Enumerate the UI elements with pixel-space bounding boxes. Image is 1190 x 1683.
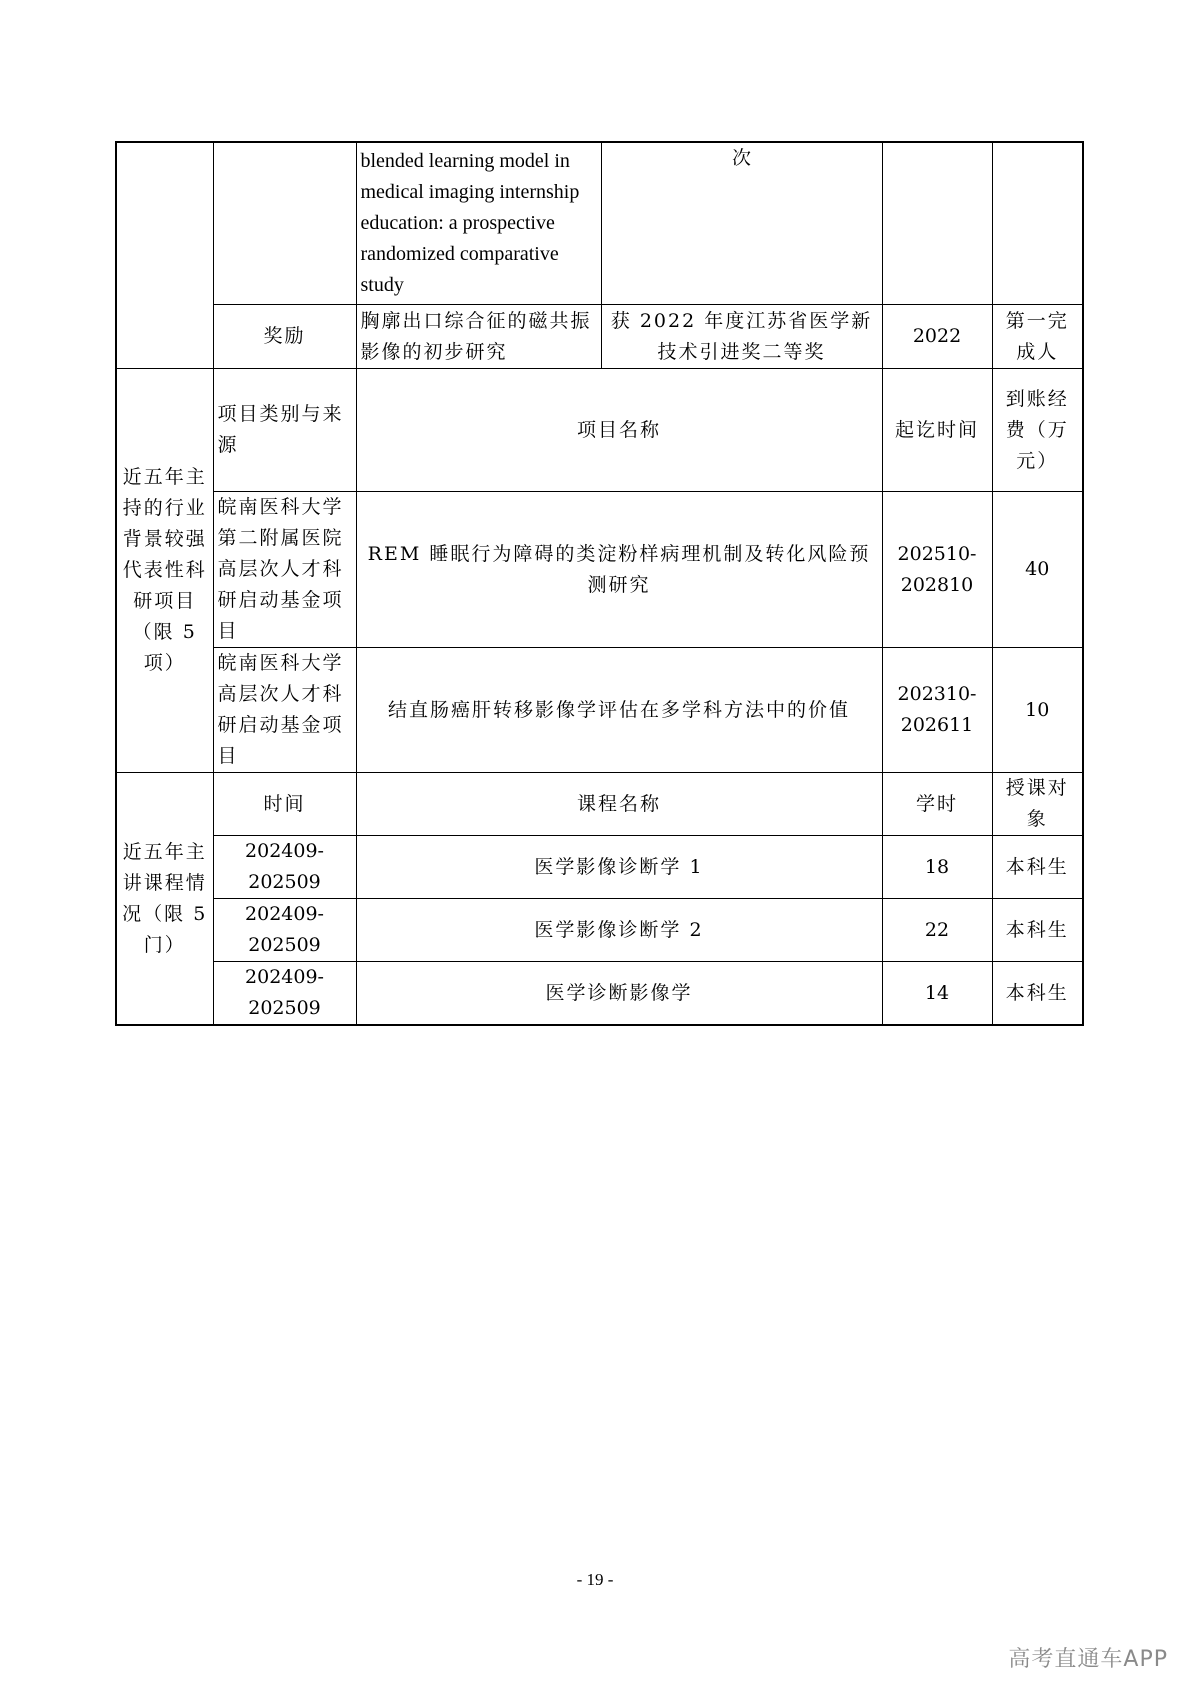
course-audience: 本科生	[992, 962, 1083, 1026]
project-source: 皖南医科大学高层次人才科研启动基金项目	[213, 648, 356, 773]
paper-title-end: blended learning model in medical imaging internship education: a prospective randomized comparative study	[356, 142, 601, 305]
courses-header-audience: 授课对象	[992, 773, 1083, 836]
award-title: 胸廓出口综合征的磁共振影像的初步研究	[356, 305, 601, 369]
section-label-cell-empty	[116, 142, 213, 369]
projects-header-funding: 到账经费（万元）	[992, 369, 1083, 492]
projects-header-name: 项目名称	[356, 369, 882, 492]
projects-header-period: 起讫时间	[882, 369, 992, 492]
course-hours: 18	[882, 836, 992, 899]
courses-header-time: 时间	[213, 773, 356, 836]
projects-section-label: 近五年主持的行业背景较强代表性科研项目（限 5 项）	[116, 369, 213, 773]
project-row	[116, 492, 1083, 648]
project-funding: 10	[992, 648, 1083, 773]
paper-continuation-row	[116, 142, 1083, 305]
course-time: 202409-202509	[213, 836, 356, 899]
course-hours: 22	[882, 899, 992, 962]
course-audience: 本科生	[992, 836, 1083, 899]
paper-year-cell-empty	[882, 142, 992, 305]
course-time: 202409-202509	[213, 899, 356, 962]
award-label: 奖励	[213, 305, 356, 369]
courses-header-row	[116, 773, 1083, 836]
project-name: 结直肠癌肝转移影像学评估在多学科方法中的价值	[356, 648, 882, 773]
course-row	[116, 899, 1083, 962]
project-period: 202310-202611	[882, 648, 992, 773]
projects-header-row	[116, 369, 1083, 492]
course-name: 医学影像诊断学 2	[356, 899, 882, 962]
watermark: 高考直通车APP	[1008, 1647, 1168, 1672]
course-hours: 14	[882, 962, 992, 1026]
course-row	[116, 836, 1083, 899]
award-rank: 第一完成人	[992, 305, 1083, 369]
courses-header-name: 课程名称	[356, 773, 882, 836]
award-year: 2022	[882, 305, 992, 369]
page-number: - 19 -	[576, 1570, 614, 1589]
course-audience: 本科生	[992, 899, 1083, 962]
course-row	[116, 962, 1083, 1026]
course-name: 医学影像诊断学 1	[356, 836, 882, 899]
indexing-end: 次	[601, 142, 882, 305]
paper-type-cell-empty	[213, 142, 356, 305]
projects-header-source: 项目类别与来源	[213, 369, 356, 492]
project-name: REM 睡眠行为障碍的类淀粉样病理机制及转化风险预测研究	[356, 492, 882, 648]
info-table	[115, 141, 1084, 1026]
courses-header-hours: 学时	[882, 773, 992, 836]
project-source: 皖南医科大学第二附属医院高层次人才科研启动基金项目	[213, 492, 356, 648]
award-row	[116, 305, 1083, 369]
course-name: 医学诊断影像学	[356, 962, 882, 1026]
paper-rank-cell-empty	[992, 142, 1083, 305]
project-period: 202510-202810	[882, 492, 992, 648]
courses-section-label: 近五年主讲课程情况（限 5 门）	[116, 773, 213, 1026]
project-funding: 40	[992, 492, 1083, 648]
project-row	[116, 648, 1083, 773]
award-prize: 获 2022 年度江苏省医学新技术引进奖二等奖	[601, 305, 882, 369]
course-time: 202409-202509	[213, 962, 356, 1026]
